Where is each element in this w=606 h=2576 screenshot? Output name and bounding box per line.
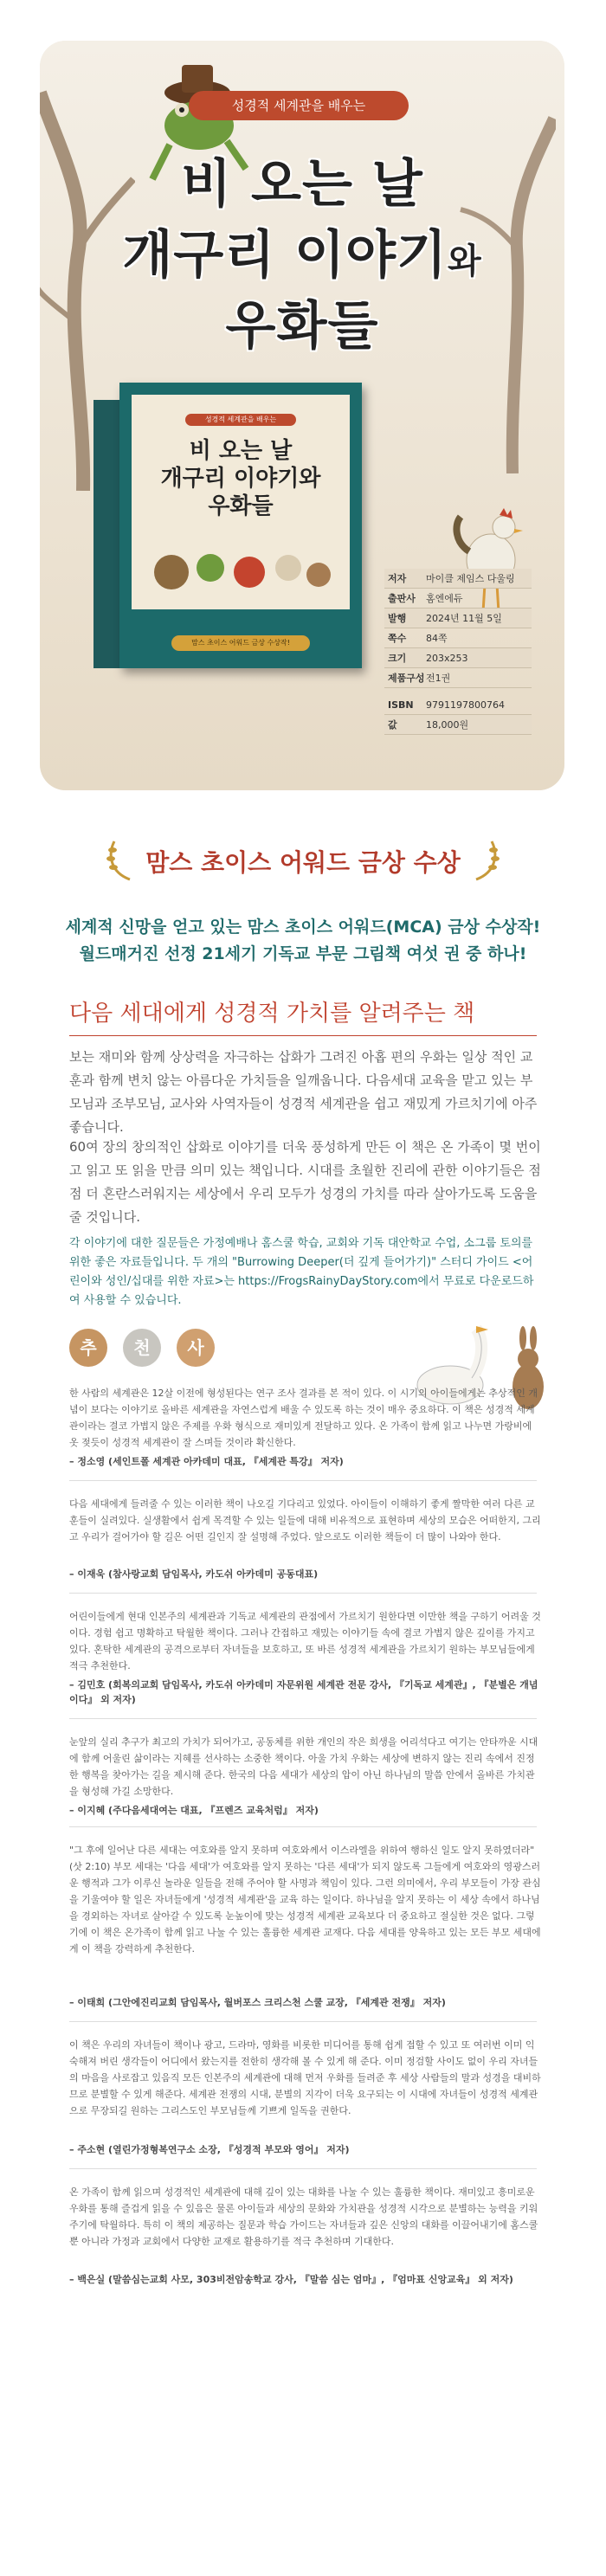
emblem-sa: 사 [177,1329,215,1367]
spec-key: 크기 [388,653,407,664]
book-spine [93,400,119,668]
emblem-cheon: 천 [123,1329,161,1367]
spec-key: 쪽수 [388,633,407,644]
endorsement-attribution-3: – 김민호 (회복의교회 담임목사, 카도쉬 아카데미 자문위원 세계관 전문 강사, 『기독교 세계관』, 『분별은 개념이다』 외 저자) [69,1679,538,1705]
section-title: 다음 세대에게 성경적 가치를 알려주는 책 [69,1001,475,1027]
endorsement-attribution-6: – 주소현 (열린가정형복연구소 소장, 『성경적 부모와 영어』 저자) [69,2144,350,2155]
endorsement-quote-6: 이 책은 우리의 자녀들이 책이나 광고, 드라마, 영화를 비롯한 미디어를 통해 쉽게 접할 수 있고 또 여러번 이미 익숙해져 버린 생각들이 어디에서 왔는지를 전한히 생각해 볼 수 있게 해 준다. 이미 정검할 사이도 없이 우리 자녀들의 마음을 사로잡고 있음직 모든 인본주의 세계관에 대해 먼저 우화를 들려준 후 세상 사람들의 말과 성경을 대비하므로 분별할 수 있게 해준다. 세계관 전쟁의 시대, 분별의 지각이 더욱 요구되는 이 시대에 자녀들이 성경적 세계관으로 무장되길 원하는 그리스도인 부모님들께 기쁘게 일독을 권한다. [69,2039,541,2116]
spec-key: 제품구성 [388,673,425,684]
book-cover-image [93,383,362,668]
award-title: 맘스 초이스 어워드 금상 수상 [145,848,461,877]
section-paragraph-2: 60여 장의 창의적인 삽화로 이야기를 더욱 풍성하게 만든 이 책은 온 가족이 몇 번이고 읽고 또 읽을 만큼 의미 있는 책입니다. 시대를 초월한 진리에 관한 이야기들은 점점 더 혼란스러워지는 세상에서 우리 모두가 성경의 가치를 따라 살아가도록 도움을 줄 것입니다. [69,1139,541,1225]
spec-key: 저자 [388,573,407,584]
spec-value: 9791197800764 [426,699,505,711]
spec-row [384,569,532,589]
endorsement-quote-7: 온 가족이 함께 읽으며 성경적인 세계관에 대해 깊이 있는 대화를 나눌 수 있는 훌륭한 책이다. 재미있고 흥미로운 우화를 통해 즐겁게 읽을 수 있음은 물론 아이들과 세상의 문화와 가치관을 성경적 시각으로 분별하는 능력을 키워주기에 탁월하다. 특히 이 책의 제공하는 질문과 학습 가이드는 자녀들과 깊은 신앙의 대화를 이끌어내기에 홈스쿨뿐 아니라 가정과 교회에서 다양한 교재로 활용하기를 적극 추천하며 기대한다. [69,2186,538,2247]
endorsement-quote-1: 한 사람의 세계관은 12살 이전에 형성된다는 연구 조사 결과를 본 적이 있다. 이 시기의 아이들에게는 추상적인 개념이 보다는 이야기로 올바른 세계관을 자연스럽게 배울 수 있도록 하는 것이 매우 중요하다. 이 책은 성경적 세계관이라는 결코 가볍지 않은 주제를 우화 형식으로 재미있게 전달하고 있다. 온 가족이 함께 읽고 나누면 가랑비에 옷 젖듯이 성경적 세계관이 잘 스며들 것이라 확신한다. [69,1388,538,1448]
book-spec-table [384,569,532,735]
spec-row [384,628,532,648]
spec-row [384,648,532,668]
hero-subtitle: 성경적 세계관을 배우는 [189,91,409,120]
endorsement-attribution-4: – 이지혜 (주다음세대여는 대표, 『프렌즈 교육처럼』 저자) [69,1805,319,1816]
hero-title-line2-main: 개구리 이야기 [122,225,448,286]
spec-key: 출판사 [388,593,416,604]
endorsement-quote-5: "그 후에 일어난 다른 세대는 여호와를 알지 못하며 여호와께서 이스라엘을 위하여 행하신 일도 알지 못하였더라" (삿 2:10) 부모 세대는 '다음 세대'가 여호와를 알지 못하는 '다른 세대'가 되지 않도록 그들에게 여호와의 영광스러운 행적과 그가 이루신 놀라운 일들을 전해 주어야 할 사명과 책임이 있다. 그런 의미에서, 우리 부모들이 가장 관심을 기울여야 할 일은 자녀들에게 '성경적 세계관'을 교육 하는 일이다. 하나님을 알지 못하는 이 세상 속에서 하나님을 경외하는 자녀로 살아갈 수 있도록 눈높이에 맞는 성경적 세계관 교육보다 더 중요하고 절실한 것은 없다. 그렇기에 이 책은 온가족이 함께 읽고 나눌 수 있는 훌륭한 세계관 교재다. 다음 세대를 양육하고 있는 모든 부모 세대에게 이 책을 강력하게 추천한다. [69,1845,541,1955]
spec-row-price [384,715,532,735]
spec-key: 발행 [388,613,407,624]
study-guide-note: 각 이야기에 대한 질문들은 가정예배나 홈스쿨 학습, 교회와 기독 대안학교 수업, 소그룹 토의를 위한 좋은 자료들입니다. 두 개의 "Burrowing Deeper(더 깊게 들어가기)" 스터디 가이드 <어린이와 성인/십대를 위한 자료>는 https://FrogsRainyDayStory.com에서 무료로 다운로드하여 사용할 수 있습니다. [69,1237,534,1307]
book-cover-illustration [132,395,350,609]
endorsement-divider [69,2021,537,2022]
book-cover-title-line2: 개구리 이야기와 [160,466,321,492]
spec-value: 84쪽 [426,633,448,644]
endorsement-emblems [69,1329,242,1372]
section-paragraph-1: 보는 재미와 함께 상상력을 자극하는 삽화가 그려진 아홉 편의 우화는 일상 적인 교훈과 함께 변치 않는 아름다운 가치들을 일깨웁니다. 다음세대 교육을 맡고 있는 부모님과 조부모님, 교사와 사역자들이 성경적 세계관을 쉽고 재밌게 가르치기에 아주 좋습니다. [69,1049,538,1135]
endorsement-divider [69,1826,537,1827]
hero-panel [40,41,564,790]
endorsement-quote-2: 다음 세대에게 들려줄 수 있는 이러한 책이 나오길 기다리고 있었다. 아이들이 이해하기 좋게 짤막한 여러 다른 교훈들이 실려있다. 실생활에서 쉽게 목격할 수 있는 일들에 대해 비유적으로 표현하며 세상의 모습은 어떠한지, 그리고 우리가 걸어가야 할 길은 어떤 길인지 잘 설명해 주었다. 앞으로도 이러한 책들이 더 많이 나와야 한다. [69,1498,541,1542]
spec-row [384,589,532,609]
spec-key: ISBN [388,699,414,711]
spec-value: 2024년 11월 5일 [426,613,502,624]
hero-title-line2 [40,214,564,288]
section-divider [69,1035,537,1036]
endorsement-divider [69,1593,537,1594]
endorsement-attribution-7: – 백은실 (말씀심는교회 사모, 303비전암송학교 강사, 『말씀 심는 엄마』, 『엄마표 신앙교육』 외 저자) [69,2274,513,2285]
endorsement-divider [69,1718,537,1719]
endorsement-quote-3: 어린이들에게 현대 인본주의 세계관과 기독교 세계관의 관점에서 가르치기 원한다면 이만한 책을 구하기 어려울 것이다. 경험 쉽고 명확하고 탁월한 책이다. 그러나 간접하고 재밌는 이야기들 속에 결코 가볍지 않은 깊이를 가지고 있다. 혼탁한 세계관의 공격으로부터 자녀들을 보호하고, 또 바른 성경적 세계관을 가르치기 원하는 부모님들에게 적극 추천한다. [69,1611,541,1671]
laurel-right-icon [469,838,504,881]
award-line-1: 세계적 신망을 얻고 있는 맘스 초이스 어워드(MCA) 금상 수상작! [65,918,541,937]
book-cover-subtitle: 성경적 세계관을 배우는 [185,414,296,426]
spec-value: 203x253 [426,652,468,664]
book-cover-title-line3: 우화들 [208,493,274,519]
spec-gap [384,688,532,695]
book-cover [119,383,362,668]
endorsement-attribution-1: – 정소영 (세인트폴 세계관 아카데미 대표, 『세계관 특강』 저자) [69,1456,344,1467]
spec-value: 마이클 제임스 다울링 [426,573,515,584]
endorsement-divider [69,2168,537,2169]
endorsement-divider [69,1480,537,1481]
spec-row [384,609,532,628]
book-cover-title-line1: 비 오는 날 [189,438,293,464]
spec-value: 18,000원 [426,719,469,731]
endorsement-attribution-2: – 이재욱 (참사랑교회 담임목사, 카도쉬 아카데미 공동대표) [69,1568,319,1580]
book-cover-award-ribbon: 맘스 초이스 어워드 금상 수상작! [171,635,310,651]
hero-title-line1: 비 오는 날 [181,154,423,215]
spec-value: 전1권 [426,673,451,684]
spec-value: 홈엔에듀 [426,593,463,604]
hero-title-line3: 우화들 [225,296,379,357]
emblem-chu: 추 [69,1329,107,1367]
spec-row-isbn [384,695,532,715]
hero-title-line2-suffix: 와 [448,242,482,281]
endorsement-quote-4: 눈앞의 실리 추구가 최고의 가치가 되어가고, 공동체를 위한 개인의 작은 희생을 어리석다고 여기는 안타까운 시대에 함께 어울린 삶이라는 지혜를 선사하는 소중한 책이다. 아울 가치 우화는 세상에 변하지 않는 진리 속에서 진정한 행복을 찾아가는 길을 제시해 준다. 한국의 다음 세대가 세상의 압이 아닌 하나님의 말씀 안에서 올바른 가치관을 형성해 가길 소망한다. [69,1736,538,1797]
spec-row [384,668,532,688]
award-line-2: 월드매거진 선정 21세기 기독교 부문 그림책 여섯 권 중 하나! [79,944,527,963]
spec-key: 값 [388,719,397,731]
book-cover-animals [145,525,336,602]
endorsement-attribution-5: – 이태희 (그안에진리교회 담임목사, 월버포스 크리스천 스쿨 교장, 『세계관 전쟁』 저자) [69,1997,446,2008]
